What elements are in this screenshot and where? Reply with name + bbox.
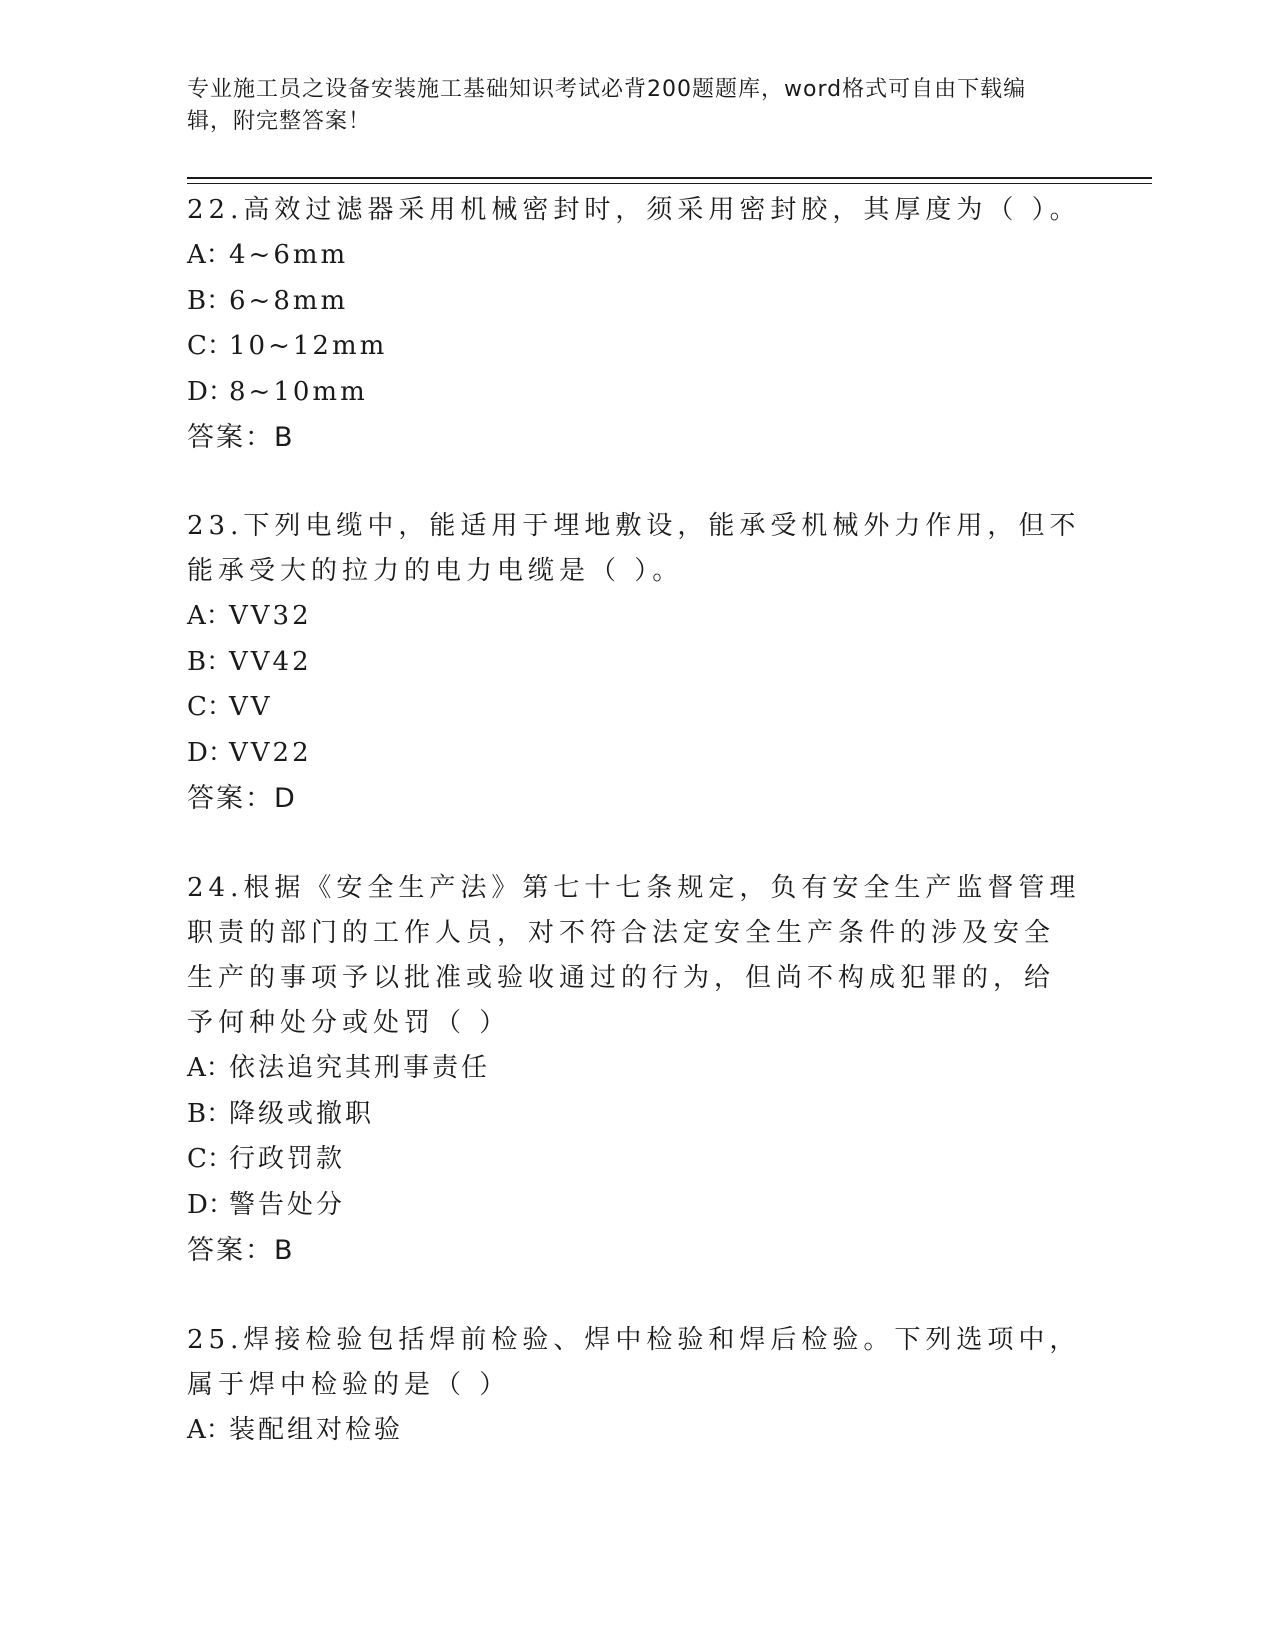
option-text: 警告处分 — [229, 1189, 346, 1220]
option-letter: C： — [187, 1144, 233, 1174]
option-d — [187, 1183, 1082, 1229]
option-letter: D： — [187, 1189, 234, 1220]
option-letter: A： — [187, 601, 232, 631]
option-b — [187, 1092, 1082, 1138]
option-d — [187, 731, 1082, 777]
option-text: 装配组对检验 — [229, 1415, 404, 1445]
option-text: 降级或撤职 — [229, 1098, 375, 1129]
question-text: 25.焊接检验包括焊前检验、焊中检验和焊后检验。下列选项中，属于焊中检验的是（ ） — [187, 1325, 1081, 1400]
question-23 — [187, 504, 1082, 821]
option-text: VV22 — [229, 737, 312, 768]
question-text: 22.高效过滤器采用机械密封时，须采用密封胶，其厚度为（ ）。 — [187, 195, 1081, 225]
option-b — [187, 279, 1082, 325]
option-b — [187, 640, 1082, 686]
option-c — [187, 685, 1082, 731]
option-a — [187, 1408, 1082, 1454]
option-c — [187, 1137, 1082, 1183]
option-text: VV — [229, 692, 273, 722]
option-a — [187, 233, 1082, 279]
option-text: 依法追究其刑事责任 — [229, 1053, 491, 1083]
header-divider-thin — [187, 183, 1152, 184]
question-24 — [187, 866, 1082, 1273]
option-letter: A： — [187, 1415, 232, 1445]
option-text: 4~6mm — [229, 240, 349, 270]
option-a — [187, 594, 1082, 640]
option-d — [187, 370, 1082, 416]
question-text: 23.下列电缆中，能适用于埋地敷设，能承受机械外力作用，但不能承受大的拉力的电力电缆是（ ）。 — [187, 511, 1081, 586]
option-a — [187, 1046, 1082, 1092]
option-letter: C： — [187, 692, 233, 722]
option-text: VV42 — [229, 646, 312, 677]
question-22 — [187, 188, 1082, 460]
answer-label: 答案：B — [187, 1235, 295, 1266]
option-text: 行政罚款 — [229, 1144, 346, 1174]
answer-label: 答案：D — [187, 783, 297, 814]
header-divider — [187, 177, 1152, 179]
option-letter: C： — [187, 331, 233, 361]
question-25 — [187, 1318, 1082, 1454]
option-text: 8~10mm — [229, 376, 368, 407]
document-header-title: 专业施工员之设备安装施工基础知识考试必背200题题库，word格式可自由下载编辑，附完整答案！ — [187, 77, 1027, 134]
option-text: 10~12mm — [229, 331, 388, 361]
option-letter: D： — [187, 737, 234, 768]
question-text: 24.根据《安全生产法》第七十七条规定，负有安全生产监督管理职责的部门的工作人员，对不符合法定安全生产条件的涉及安全生产的事项予以批准或验收通过的行为，但尚不构成犯罪的，给予何种处分或处罚（ ） — [187, 873, 1081, 1038]
option-text: 6~8mm — [229, 285, 349, 316]
option-letter: B： — [187, 1098, 233, 1129]
option-text: VV32 — [229, 601, 312, 631]
option-letter: A： — [187, 1053, 232, 1083]
option-c — [187, 324, 1082, 370]
option-letter: D： — [187, 376, 234, 407]
option-letter: A： — [187, 240, 232, 270]
option-letter: B： — [187, 285, 233, 316]
answer-label: 答案：B — [187, 422, 295, 453]
option-letter: B： — [187, 646, 233, 677]
